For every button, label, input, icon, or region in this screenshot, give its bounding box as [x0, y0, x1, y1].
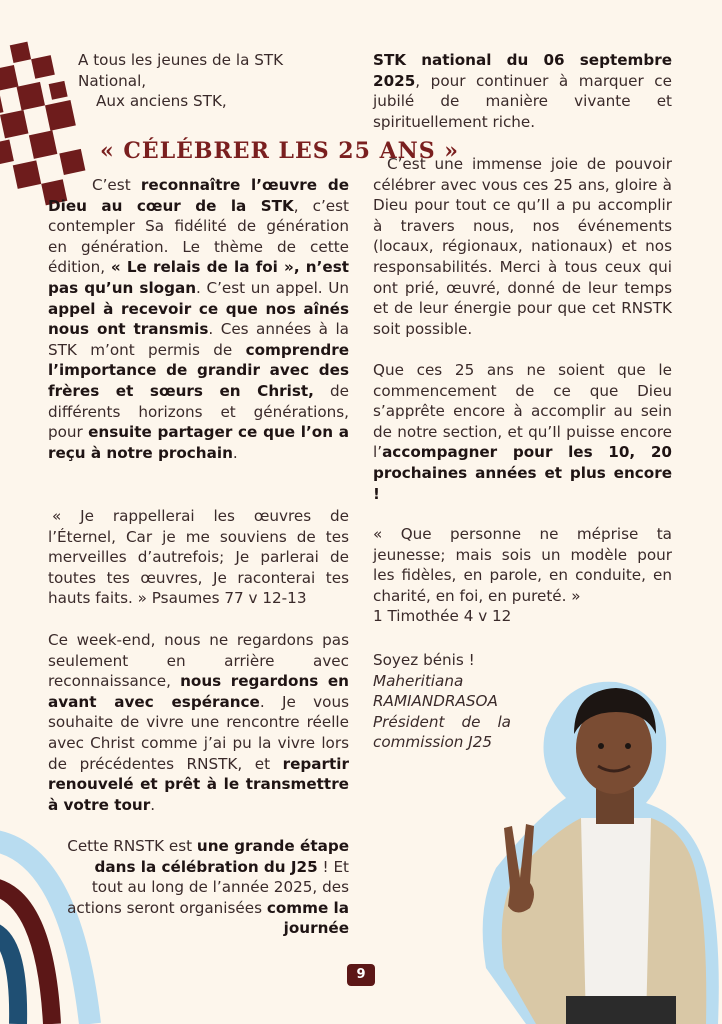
text-run: C’est	[92, 176, 141, 194]
right-paragraph-2	[373, 360, 672, 504]
salutation-line2: Aux anciens STK,	[96, 92, 227, 111]
text-run: . Ces années à la STK m’ont permis de	[48, 320, 349, 359]
text-run: . Je vous souhaite de vivre une rencontre réelle avec Christ comme j’ai pu la vivre lors de précédentes RNSTK, et	[48, 692, 349, 773]
closing-text: Soyez bénis !	[373, 651, 475, 669]
text-run: de différents horizons et générations, pour	[48, 381, 349, 442]
emphasis: reconnaître l’œuvre de Dieu au cœur de la STK	[48, 176, 349, 215]
text-run: .	[232, 443, 238, 462]
signature-last-name: RAMIANDRASOA	[373, 692, 498, 711]
left-paragraph-1	[48, 175, 349, 463]
timothy-quote-ref: 1 Timothée 4 v 12	[373, 607, 512, 626]
emphasis: appel à recevoir ce que nos aînés nous ont transmis	[48, 299, 349, 339]
emphasis: repartir renouvelé et prêt à le transmettre à votre tour	[48, 754, 349, 814]
right-paragraph-1: C’est une immense joie de pouvoir célébrer avec vous ces 25 ans, gloire à Dieu pour tout ce qu’Il a pu accomplir à travers nous, nos événements (locaux, régionaux, nationaux) et nos responsabilités. Merci à tous ceux qui ont prié, œuvré, donné de leur temps et de leur énergie pour que cet RNSTK soit possible.	[373, 155, 672, 338]
left-paragraph-3	[60, 836, 349, 939]
signature-first-name: Maheritiana	[373, 671, 464, 690]
emphasis: nous regardons en avant avec espérance	[48, 672, 349, 711]
emphasis: STK national du 06 septembre 2025	[373, 51, 672, 90]
emphasis: une grande étape dans la célébration du J25	[94, 837, 349, 876]
signature-role: Président de la commission J25	[373, 712, 511, 752]
timothy-quote-text: « Que personne ne méprise ta jeunesse; mais sois un modèle pour les fidèles, en parole, en conduite, en charité, en foi, en pureté. »	[373, 525, 672, 605]
page-number: 9	[347, 964, 375, 986]
psalm-quote: « Je rappellerai les œuvres de l’Éternel, Car je me souviens de tes merveilles d’autrefois; Je parlerai de toutes tes œuvres, Je raconterai tes hauts faits. » Psaumes 77 v 12-13	[48, 507, 349, 608]
text-run: , c’est contempler Sa fidélité de génération en génération. Le thème de cette édition,	[48, 196, 349, 277]
emphasis: comme la journée	[266, 898, 349, 938]
emphasis: ensuite partager ce que l’on a reçu à notre prochain	[48, 423, 349, 462]
text-run: .	[150, 795, 156, 814]
timothy-quote	[373, 524, 672, 627]
text-run: , pour continuer à marquer ce jubilé de manière vivante et spirituellement riche.	[373, 71, 672, 131]
president-portrait	[456, 668, 722, 1024]
salutation-line1: A tous les jeunes de la STK National,	[78, 51, 284, 90]
right-paragraph-0	[373, 50, 672, 132]
emphasis: comprendre l’importance de grandir avec des frères et sœurs en Christ,	[48, 340, 349, 400]
page-title: « CÉLÉBRER LES 25 ANS »	[100, 138, 460, 164]
text-run: ! Et tout au long de l’année 2025, des actions seront organisées	[67, 857, 349, 917]
left-paragraph-2	[48, 630, 349, 815]
text-run: Ce week-end, nous ne regardons pas seulement en arrière avec reconnaissance,	[48, 631, 349, 691]
text-run: Cette RNSTK est	[67, 837, 197, 855]
salutation	[78, 50, 350, 112]
text-run: . C’est un appel. Un	[196, 278, 349, 297]
emphasis: accompagner pour les 10, 20 prochaines années et plus encore !	[373, 443, 672, 503]
text-run: Que ces 25 ans ne soient que le commencement de ce que Dieu s’apprête encore à accomplir au sein de notre section, et qu’Il puisse encore l’	[373, 361, 672, 462]
emphasis: « Le relais de la foi », n’est pas qu’un slogan	[48, 258, 349, 297]
